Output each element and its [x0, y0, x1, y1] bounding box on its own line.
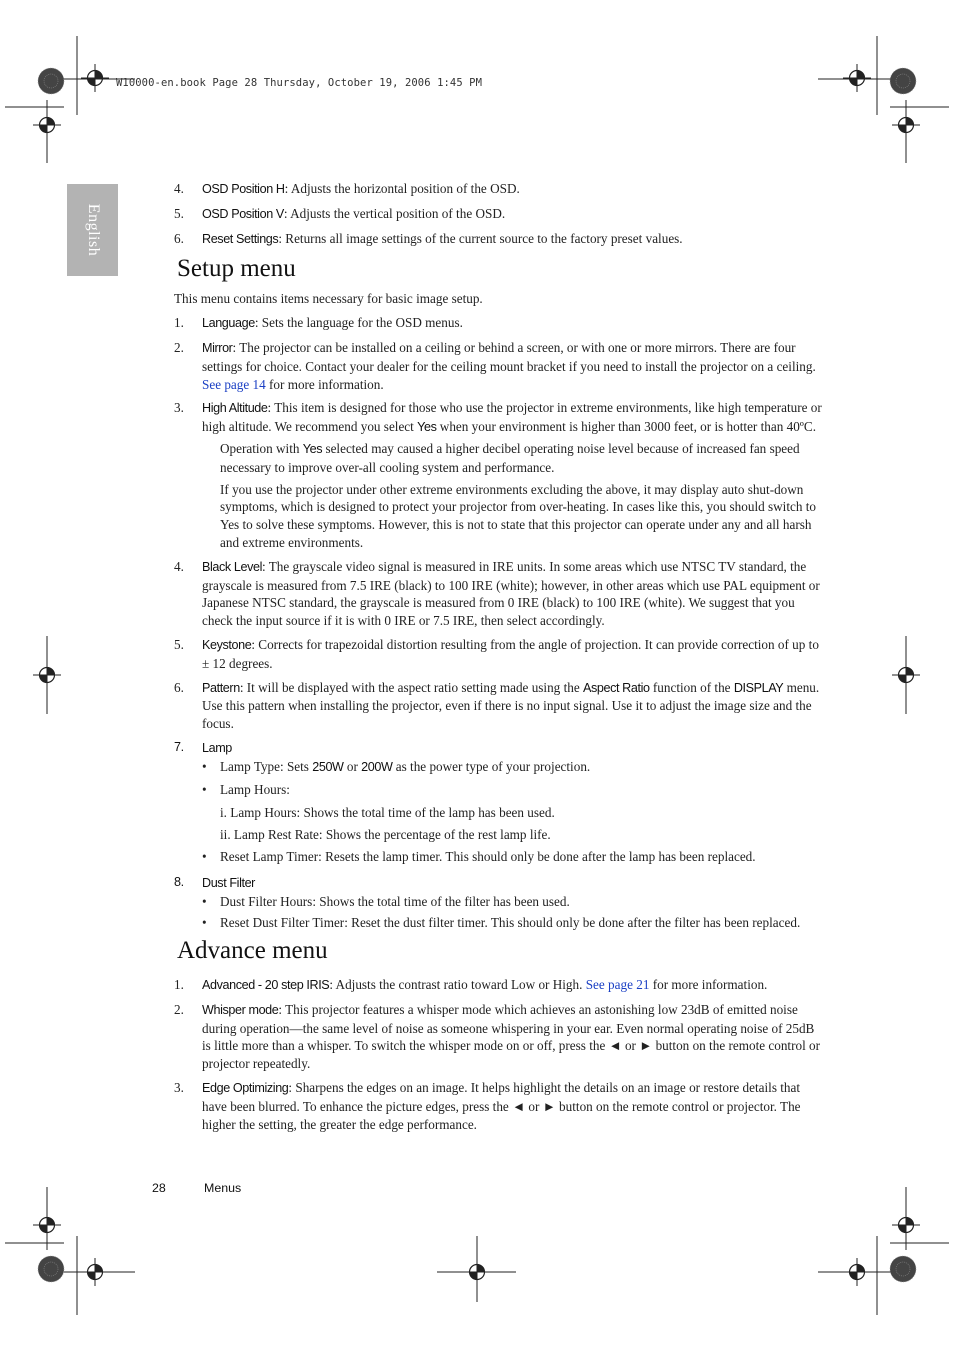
note-text-end: selected may caused a higher decibel operating noise level because of increased fan speed necessary to improve over-all cooling system and performance. — [220, 440, 800, 475]
altitude-note-noise — [174, 440, 824, 477]
item-number: 2. — [174, 339, 184, 355]
yes-option: Yes — [302, 441, 323, 456]
advance-menu-heading: Advance menu — [177, 937, 328, 965]
setup-menu-heading: Setup menu — [177, 255, 296, 283]
item-number: 5. — [174, 205, 184, 221]
item-number: 3. — [174, 1080, 184, 1096]
language-side-tab — [67, 184, 118, 276]
bullet-text: Lamp Type: Sets — [220, 758, 313, 774]
item-number: 7. — [174, 739, 184, 754]
item-number: 4. — [174, 181, 184, 196]
item-term: Black Level — [202, 559, 263, 574]
item-text: : Corrects for trapezoidal distortion resulting from the angle of projection. It can provide correction of up to ± 12 degrees. — [202, 636, 819, 671]
item-term: Advanced - 20 step IRIS — [202, 978, 330, 993]
list-item-osd-position-v — [174, 205, 824, 224]
bullet-mark: • — [202, 893, 207, 909]
item-term: Lamp — [202, 740, 232, 755]
item-text-end: for more information. — [649, 977, 768, 993]
note-text: Operation with — [220, 440, 303, 456]
setup-intro: This menu contains items necessary for basic image setup. — [174, 291, 483, 307]
item-term: OSD Position H — [202, 182, 285, 196]
display-menu-term: DISPLAY — [733, 680, 784, 695]
200w-option: 200W — [361, 759, 393, 774]
item-text-end: when your environment is higher than 3000 feet, or is hotter than 40ºC. — [436, 419, 816, 435]
lamp-hours-bullet — [174, 781, 824, 799]
page-number: 28 — [152, 1181, 166, 1195]
item-text: : Returns all image settings of the current source to the factory preset values. — [278, 230, 683, 246]
bullet-text: Reset Lamp Timer: Resets the lamp timer. This should only be done after the lamp has been replaced. — [220, 848, 756, 864]
item-text: : Adjusts the contrast ratio toward Low or High. — [329, 977, 586, 993]
item-text-end: for more information. — [265, 376, 384, 392]
item-text: : Adjusts the vertical position of the OSD. — [283, 205, 506, 221]
250w-option: 250W — [312, 759, 344, 774]
item-term: Language — [202, 316, 255, 331]
item-text: : It will be displayed with the aspect ratio setting made using the — [239, 679, 583, 695]
aspect-ratio-term: Aspect Ratio — [582, 680, 650, 695]
list-item-edge-optimizing — [174, 1079, 824, 1133]
item-number: 6. — [174, 679, 184, 695]
see-page-14-link[interactable]: See page 14 — [202, 376, 266, 392]
item-text: : The grayscale video signal is measured in IRE units. In some areas which use NTSC TV standard, the grayscale is measured from 7.5 IRE (black) to 100 IRE (white); however, in other areas which use PAL equipment or Japanese NTSC standard, the grayscale is measured from 0 IRE (black) to 100 IRE (white). We suggest that you check the input source if it is with 0 IRE or 7.5 IRE, then select accordingly. — [202, 558, 820, 629]
lamp-type-bullet — [174, 758, 824, 777]
bullet-text: Dust Filter Hours: Shows the total time of the filter has been used. — [220, 893, 570, 909]
altitude-note-shutdown: If you use the projector under other extreme environments excluding the above, it may display auto shut-down symptoms, which is designed to protect your projector from over-heating. In cases like this, you should switch to Yes to solve these symptoms. However, this is not to state that this projector can operate under any and all harsh and extreme environments. — [220, 481, 816, 550]
print-header-line: W10000-en.book Page 28 Thursday, October 19, 2006 1:45 PM — [116, 77, 483, 89]
footer-section: Menus — [204, 1181, 242, 1195]
list-item-whisper-mode — [174, 1001, 824, 1073]
list-item-mirror — [174, 339, 824, 393]
item-text: : The projector can be installed on a ceiling or behind a screen, or with one or more mirrors. There are four settings for choice. Contact your dealer for the ceiling mount bracket if you need to install the projector on a ceiling. — [202, 339, 816, 374]
list-item-language — [174, 314, 824, 333]
list-item-reset-settings — [174, 230, 824, 249]
bullet-mark: • — [202, 781, 207, 797]
bullet-mark: • — [202, 758, 207, 774]
dust-filter-hours-bullet — [174, 893, 824, 911]
reset-lamp-timer-bullet — [174, 848, 824, 866]
item-number: 3. — [174, 400, 184, 416]
list-item-lamp — [174, 739, 824, 758]
item-term: Dust Filter — [202, 875, 255, 890]
item-term: Keystone — [202, 637, 252, 652]
item-term: OSD Position V — [202, 206, 284, 221]
list-item-dust-filter — [174, 874, 824, 893]
list-item-pattern — [174, 679, 824, 733]
side-tab-label: English — [84, 203, 102, 257]
item-number: 5. — [174, 636, 184, 652]
bullet-mark: • — [202, 848, 207, 864]
list-item-osd-position-h — [174, 180, 824, 199]
item-term: Edge Optimizing — [202, 1081, 289, 1096]
item-term: Whisper mode — [202, 1002, 279, 1017]
item-text: : Sharpens the edges on an image. It helps highlight the details on an image or restore details that have been blurred. To enhance the picture edges, press the ◄ or ► button on the remote control or projector. The higher the setting, the greater the edge performance. — [202, 1080, 801, 1132]
item-term: Reset Settings — [202, 231, 279, 246]
item-term: Mirror — [202, 340, 233, 355]
item-number: 1. — [174, 315, 184, 331]
item-text: : This projector features a whisper mode which achieves an astonishing low 23dB of emitted noise during operation—the same level of noise as someone whispering in your ear. Even normal operating noise of 25dB is little more than a whisper. To switch the whisper mode on or off, press the ◄ or ► button on the remote control or projector repeatedly. — [202, 1001, 821, 1072]
item-text: : This item is designed for those who use the projector in extreme environments, like high temperature or high altitude. We recommend you select — [202, 400, 822, 435]
list-item-black-level — [174, 558, 824, 630]
see-page-21-link[interactable]: See page 21 — [585, 977, 650, 993]
reset-dust-filter-bullet — [174, 914, 824, 932]
item-text: : Sets the language for the OSD menus. — [254, 315, 463, 331]
item-term: High Altitude — [202, 401, 268, 416]
yes-option: Yes — [417, 420, 437, 435]
bullet-text-mid: or — [343, 758, 362, 774]
list-item-high-altitude — [174, 399, 824, 437]
lamp-hours-sub-1: i. Lamp Hours: Shows the total time of the lamp has been used. — [220, 805, 555, 821]
item-text-end: menu. Use this pattern when installing the projector, even if there is no input signal. Use it to adjust the image size and the focus. — [202, 679, 820, 732]
list-item-iris — [174, 976, 824, 995]
page-content — [174, 180, 824, 1139]
item-number: 1. — [174, 977, 184, 993]
bullet-text-end: as the power type of your projection. — [392, 758, 591, 774]
list-item-keystone — [174, 636, 824, 673]
bullet-mark: • — [202, 915, 207, 931]
lamp-hours-sub-2: ii. Lamp Rest Rate: Shows the percentage of the rest lamp life. — [220, 827, 551, 843]
item-text-mid: function of the — [649, 679, 734, 695]
item-text: : Adjusts the horizontal position of the OSD. — [284, 181, 520, 196]
bullet-text: Lamp Hours: — [220, 781, 290, 797]
item-number: 8. — [174, 874, 184, 889]
item-term: Pattern — [202, 680, 240, 695]
item-number: 2. — [174, 1001, 184, 1017]
item-number: 6. — [174, 230, 184, 246]
item-number: 4. — [174, 558, 184, 574]
bullet-text: Reset Dust Filter Timer: Reset the dust filter timer. This should only be done after the filter has been replaced. — [220, 915, 801, 931]
